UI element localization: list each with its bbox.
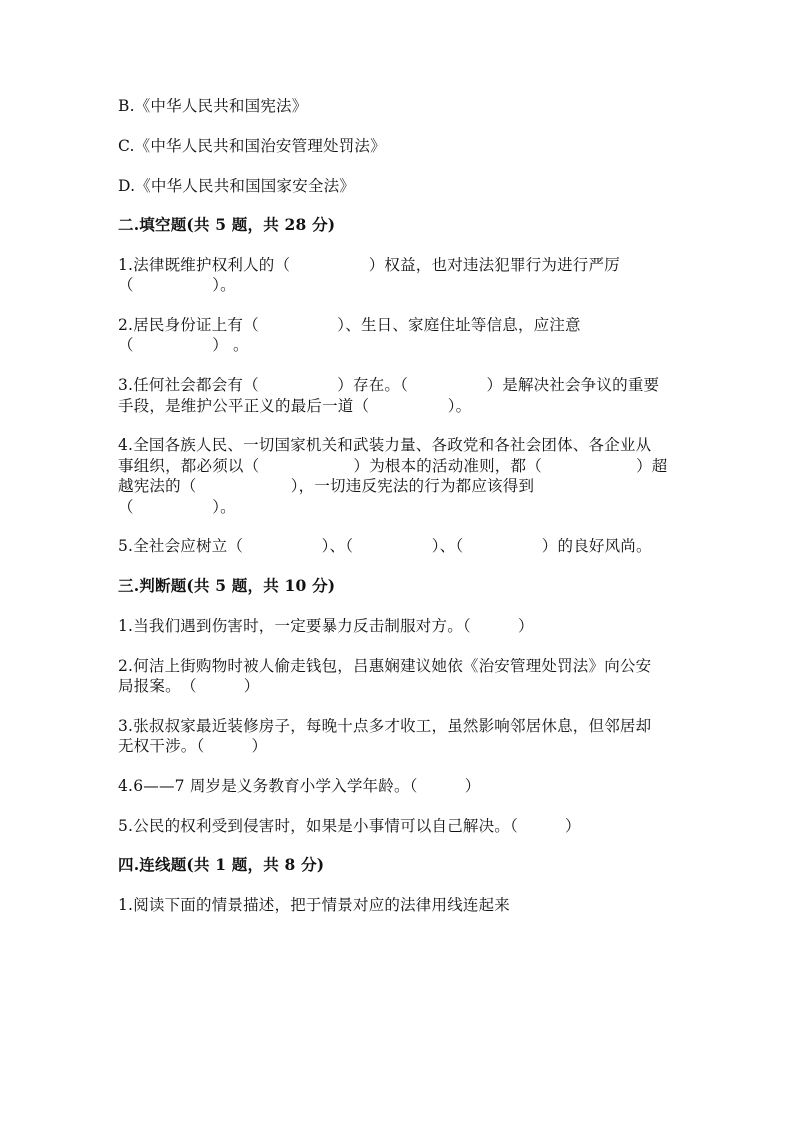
fill-q4-line3: 越宪法的（ ），一切违反宪法的行为都应该得到 — [118, 477, 535, 495]
section-matching-title: 四.连线题(共 1 题，共 8 分) — [118, 855, 325, 874]
tf-q2-line2: 局报案。 （ ） — [118, 677, 260, 695]
tf-q4-line1: 4.6——7 周岁是义务教育小学入学年龄。（ ） — [118, 777, 481, 795]
fill-q3-line2: 手段，是维护公平正义的最后一道（ ）。 — [118, 397, 472, 415]
option-b: B.《中华人民共和国宪法》 — [118, 97, 308, 115]
fill-q4-line1: 4.全国各族人民、一切国家机关和武装力量、各政党和各社会团体、各企业从 — [118, 436, 652, 454]
fill-q2-line2: （ ） 。 — [118, 336, 249, 354]
tf-q1-line1: 1.当我们遇到伤害时，一定要暴力反击制服对方。（ ） — [118, 617, 534, 635]
tf-q5-line1: 5.公民的权利受到侵害时，如果是小事情可以自己解决。（ ） — [118, 817, 581, 835]
section-true-false-title: 三.判断题(共 5 题，共 10 分) — [118, 576, 336, 595]
tf-q3-line2: 无权干涉。（ ） — [118, 737, 268, 755]
tf-q3-line1: 3.张叔叔家最近装修房子，每晚十点多才收工，虽然影响邻居休息，但邻居却 — [118, 717, 652, 735]
option-d: D.《中华人民共和国国家安全法》 — [118, 177, 356, 195]
fill-q1-line1: 1.法律既维护权利人的（ ）权益，也对违法犯罪行为进行严厉 — [118, 256, 620, 274]
option-c: C.《中华人民共和国治安管理处罚法》 — [118, 137, 386, 155]
section-fill-blank-title: 二.填空题(共 5 题，共 28 分) — [118, 215, 336, 234]
fill-q2-line1: 2.居民身份证上有（ ）、生日、家庭住址等信息，应注意 — [118, 316, 581, 334]
fill-q3-line1: 3.任何社会都会有（ ）存在。（ ）是解决社会争议的重要 — [118, 376, 660, 394]
fill-q1-line2: （ ）。 — [118, 276, 236, 294]
fill-q5-line1: 5.全社会应树立（ ）、（ ）、（ ）的良好风尚。 — [118, 537, 652, 555]
match-q1-line1: 1.阅读下面的情景描述，把于情景对应的法律用线连起来 — [118, 896, 510, 914]
fill-q4-line4: （ ）。 — [118, 498, 236, 516]
fill-q4-line2: 事组织，都必须以（ ）为根本的活动准则，都（ ）超 — [118, 457, 668, 475]
tf-q2-line1: 2.何洁上街购物时被人偷走钱包，吕惠娴建议她依《治安管理处罚法》向公安 — [118, 657, 652, 675]
